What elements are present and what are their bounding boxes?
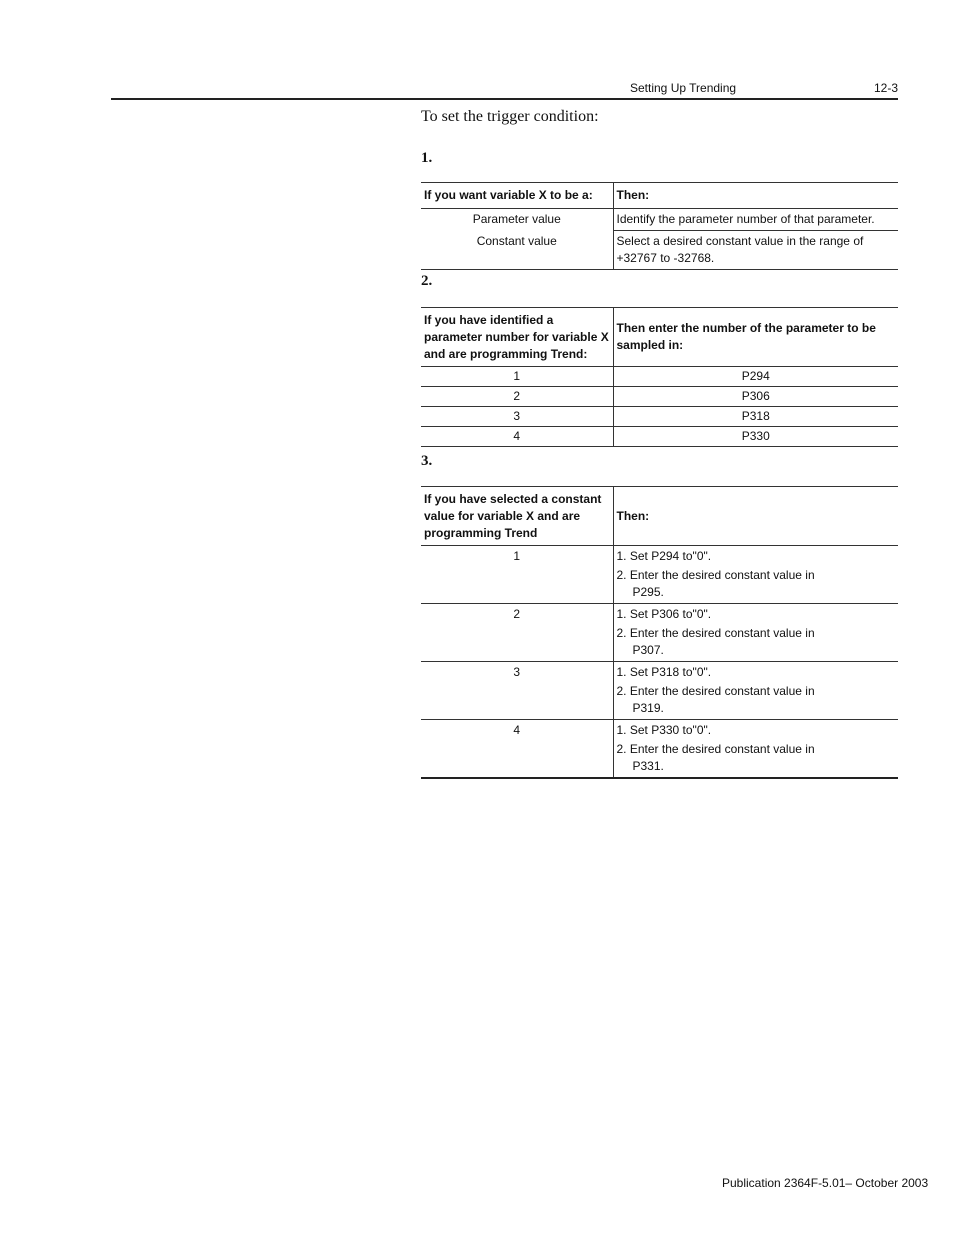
list-item: 2. Enter the desired constant value in P295. xyxy=(616,568,815,599)
list-item: 2. Enter the desired constant value in P331. xyxy=(616,742,815,773)
step-1-row-2-choice: Constant value xyxy=(421,231,613,270)
table-row xyxy=(421,407,898,427)
step-3-row-3-actions xyxy=(613,662,898,720)
list-item: 1. Set P306 to"0". xyxy=(616,607,712,621)
table-row xyxy=(421,662,898,720)
step-3-col1-header: If you have selected a constant value for variable X and are programming Trend xyxy=(421,487,613,546)
step-3-label: 3. xyxy=(421,453,433,469)
step-1-row-1-choice: Parameter value xyxy=(472,212,561,226)
table-row xyxy=(421,231,898,270)
step-2-row-3-trend: 3 xyxy=(421,407,613,427)
step-1-row-1-action: Identify the parameter number of that parameter. xyxy=(613,209,898,231)
table-row xyxy=(421,427,898,447)
step-2-col2-header: Then enter the number of the parameter to be sampled in: xyxy=(613,308,898,367)
step-3-row-2-trend: 2 xyxy=(421,604,613,662)
step-2-col1-header: If you have identified a parameter number for variable X and are programming Trend: xyxy=(421,308,613,367)
step-3-col2-header: Then: xyxy=(613,487,898,546)
table-row xyxy=(421,604,898,662)
step-2-row-2-trend: 2 xyxy=(421,387,613,407)
step-3-row-2-actions xyxy=(613,604,898,662)
step-2-row-1-param: P294 xyxy=(613,367,898,387)
list-item: 2. Enter the desired constant value in P319. xyxy=(616,684,815,715)
table-row xyxy=(421,720,898,779)
step-2-row-1-trend: 1 xyxy=(421,367,613,387)
table-row xyxy=(421,367,898,387)
table-row xyxy=(421,546,898,604)
step-3-table xyxy=(421,486,898,779)
step-2-row-4-param: P330 xyxy=(613,427,898,447)
step-2-row-3-param: P318 xyxy=(613,407,898,427)
step-1-table xyxy=(421,182,898,270)
step-1-label: 1. xyxy=(421,150,433,166)
step-2-table xyxy=(421,307,898,447)
intro-text: To set the trigger condition: xyxy=(421,108,599,125)
step-1-col1-header: If you want variable X to be a: xyxy=(421,183,613,209)
step-1-col2-header: Then: xyxy=(613,183,898,209)
table-row xyxy=(421,209,898,231)
step-3-row-1-actions xyxy=(613,546,898,604)
page-number: 12-3 xyxy=(874,81,899,95)
header-rule xyxy=(111,98,898,100)
list-item: 1. Set P294 to"0". xyxy=(616,549,712,563)
list-item: 2. Enter the desired constant value in P307. xyxy=(616,626,815,657)
step-3-row-4-trend: 4 xyxy=(421,720,613,779)
step-2-row-2-param: P306 xyxy=(613,387,898,407)
step-2-label: 2. xyxy=(421,273,433,289)
running-header-title: Setting Up Trending xyxy=(630,81,737,95)
step-2-row-4-trend: 4 xyxy=(421,427,613,447)
step-3-row-1-trend: 1 xyxy=(421,546,613,604)
step-3-row-3-trend: 3 xyxy=(421,662,613,720)
publication-footer: Publication 2364F-5.01– October 2003 xyxy=(722,1176,929,1190)
step-1-row-2-action: Select a desired constant value in the range of +32767 to -32768. xyxy=(613,231,898,270)
list-item: 1. Set P330 to"0". xyxy=(616,723,712,737)
table-row xyxy=(421,387,898,407)
step-3-row-4-actions xyxy=(613,720,898,779)
list-item: 1. Set P318 to"0". xyxy=(616,665,712,679)
